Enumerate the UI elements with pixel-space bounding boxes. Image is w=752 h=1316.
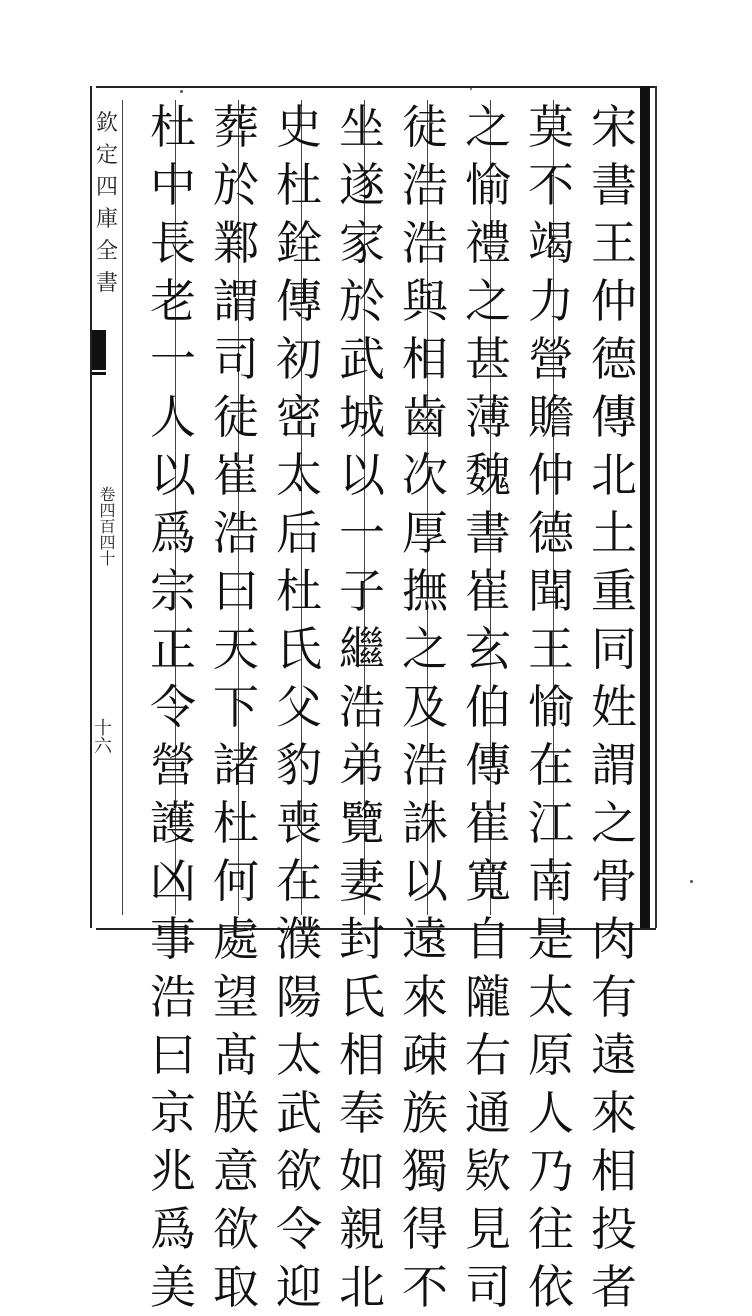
column-char: 之	[465, 100, 511, 154]
margin-glyph: 定	[96, 143, 119, 168]
column-char: 德	[591, 332, 637, 386]
column-char: 與	[402, 274, 448, 328]
column-char: 愉	[465, 158, 511, 212]
column-char: 妻	[339, 854, 385, 908]
column-char: 營	[150, 738, 196, 792]
text-column	[145, 98, 201, 1314]
column-char: 傳	[591, 390, 637, 444]
column-char: 在	[276, 854, 322, 908]
column-char: 正	[150, 622, 196, 676]
column-char: 浩	[213, 506, 259, 560]
margin-glyph: 全	[96, 239, 119, 264]
column-char: 浩	[402, 738, 448, 792]
column-char: 浩	[150, 970, 196, 1024]
column-char: 右	[465, 1028, 511, 1082]
column-char: 次	[402, 448, 448, 502]
column-char: 北	[591, 448, 637, 502]
column-char: 坐	[339, 100, 385, 154]
column-char: 濮	[276, 912, 322, 966]
column-char: 原	[528, 1028, 574, 1082]
column-char: 族	[402, 1086, 448, 1140]
column-char: 以	[402, 854, 448, 908]
text-column	[586, 98, 642, 1314]
column-char: 曰	[213, 564, 259, 618]
chapter-label: 卷四百四十	[97, 486, 116, 566]
column-char: 甚	[465, 332, 511, 386]
text-column	[271, 98, 327, 1314]
column-char: 諸	[213, 738, 259, 792]
column-char: 兆	[150, 1144, 196, 1198]
column-char: 后	[276, 506, 322, 560]
column-char: 曰	[150, 1028, 196, 1082]
column-char: 下	[213, 680, 259, 734]
column-char: 江	[528, 796, 574, 850]
column-char: 遂	[339, 158, 385, 212]
column-char: 杜	[276, 158, 322, 212]
column-char: 贍	[528, 390, 574, 444]
column-char: 親	[339, 1202, 385, 1256]
column-char: 重	[591, 564, 637, 618]
column-char: 太	[528, 970, 574, 1024]
column-char: 何	[213, 854, 259, 908]
column-char: 銓	[276, 216, 322, 270]
column-char: 杜	[276, 564, 322, 618]
column-char: 家	[339, 216, 385, 270]
column-char: 父	[276, 680, 322, 734]
column-char: 氏	[276, 622, 322, 676]
frame-left-border	[90, 86, 92, 928]
column-char: 一	[150, 332, 196, 386]
column-char: 聞	[528, 564, 574, 618]
column-char: 欲	[213, 1202, 259, 1256]
column-char: 弟	[339, 738, 385, 792]
column-char: 骨	[591, 854, 637, 908]
column-char: 天	[213, 622, 259, 676]
column-char: 爲	[150, 1202, 196, 1256]
column-char: 人	[528, 1086, 574, 1140]
column-char: 徒	[402, 100, 448, 154]
column-char: 武	[339, 332, 385, 386]
column-char: 陽	[276, 970, 322, 1024]
column-char: 人	[150, 390, 196, 444]
fishtail-mark	[92, 330, 106, 370]
column-char: 京	[150, 1086, 196, 1140]
column-char: 凶	[150, 854, 196, 908]
column-char: 豹	[276, 738, 322, 792]
column-char: 莫	[528, 100, 574, 154]
column-char: 土	[591, 506, 637, 560]
column-char: 浩	[402, 158, 448, 212]
column-char: 撫	[402, 564, 448, 618]
column-char: 以	[339, 448, 385, 502]
frame-right-inner-border	[655, 86, 657, 928]
column-char: 王	[591, 216, 637, 270]
column-char: 爲	[150, 506, 196, 560]
column-char: 不	[528, 158, 574, 212]
column-char: 之	[591, 796, 637, 850]
column-char: 欵	[465, 1144, 511, 1198]
column-char: 自	[465, 912, 511, 966]
column-char: 是	[528, 912, 574, 966]
margin-glyph: 書	[96, 271, 119, 296]
column-char: 得	[402, 1202, 448, 1256]
column-char: 欲	[276, 1144, 322, 1198]
column-char: 一	[339, 506, 385, 560]
margin-glyph: 四	[96, 175, 119, 200]
column-char: 誅	[402, 796, 448, 850]
column-char: 依	[528, 1260, 574, 1314]
column-char: 氏	[339, 970, 385, 1024]
ink-speck	[690, 880, 693, 883]
column-char: 不	[402, 1260, 448, 1314]
column-char: 薄	[465, 390, 511, 444]
column-char: 杜	[150, 100, 196, 154]
column-char: 竭	[528, 216, 574, 270]
column-char: 覽	[339, 796, 385, 850]
column-char: 有	[591, 970, 637, 1024]
column-char: 喪	[276, 796, 322, 850]
column-char: 子	[339, 564, 385, 618]
text-column	[208, 98, 264, 1314]
column-char: 宋	[591, 100, 637, 154]
column-char: 之	[465, 274, 511, 328]
column-char: 以	[150, 448, 196, 502]
column-char: 鄴	[213, 216, 259, 270]
column-char: 厚	[402, 506, 448, 560]
text-column	[523, 98, 579, 1314]
column-char: 繼	[339, 622, 385, 676]
column-char: 來	[402, 970, 448, 1024]
column-char: 玄	[465, 622, 511, 676]
column-char: 於	[213, 158, 259, 212]
column-char: 隴	[465, 970, 511, 1024]
column-char: 姓	[591, 680, 637, 734]
column-rule	[122, 100, 123, 915]
margin-title	[91, 96, 120, 936]
column-char: 老	[150, 274, 196, 328]
column-char: 投	[591, 1202, 637, 1256]
column-char: 之	[402, 622, 448, 676]
column-char: 南	[528, 854, 574, 908]
column-char: 齒	[402, 390, 448, 444]
column-char: 愉	[528, 680, 574, 734]
column-char: 城	[339, 390, 385, 444]
column-char: 司	[465, 1260, 511, 1314]
column-char: 伯	[465, 680, 511, 734]
column-char: 徒	[213, 390, 259, 444]
fishtail-line	[92, 372, 106, 375]
column-char: 德	[528, 506, 574, 560]
text-column	[334, 98, 390, 1314]
margin-glyph: 庫	[96, 207, 119, 232]
column-char: 初	[276, 332, 322, 386]
column-char: 營	[528, 332, 574, 386]
page-number: 十六	[91, 718, 112, 754]
column-char: 宗	[150, 564, 196, 618]
column-char: 髙	[213, 1028, 259, 1082]
column-char: 武	[276, 1086, 322, 1140]
margin-glyph: 欽	[96, 111, 119, 136]
column-char: 傳	[465, 738, 511, 792]
column-char: 相	[591, 1144, 637, 1198]
ink-speck	[470, 88, 472, 90]
column-char: 疎	[402, 1028, 448, 1082]
column-char: 中	[150, 158, 196, 212]
column-char: 迎	[276, 1260, 322, 1314]
column-char: 寬	[465, 854, 511, 908]
column-char: 遠	[402, 912, 448, 966]
column-char: 浩	[339, 680, 385, 734]
column-char: 崔	[465, 796, 511, 850]
column-char: 處	[213, 912, 259, 966]
column-char: 禮	[465, 216, 511, 270]
text-column	[460, 98, 516, 1314]
column-char: 往	[528, 1202, 574, 1256]
column-char: 在	[528, 738, 574, 792]
column-char: 魏	[465, 448, 511, 502]
column-char: 遠	[591, 1028, 637, 1082]
column-char: 杜	[213, 796, 259, 850]
column-char: 望	[213, 970, 259, 1024]
column-char: 北	[339, 1260, 385, 1314]
column-char: 及	[402, 680, 448, 734]
column-char: 同	[591, 622, 637, 676]
column-char: 封	[339, 912, 385, 966]
column-char: 崔	[213, 448, 259, 502]
column-char: 史	[276, 100, 322, 154]
column-char: 司	[213, 332, 259, 386]
column-char: 來	[591, 1086, 637, 1140]
column-char: 朕	[213, 1086, 259, 1140]
column-char: 通	[465, 1086, 511, 1140]
column-char: 謂	[591, 738, 637, 792]
column-char: 事	[150, 912, 196, 966]
column-char: 見	[465, 1202, 511, 1256]
column-char: 相	[339, 1028, 385, 1082]
column-char: 太	[276, 448, 322, 502]
column-char: 書	[591, 158, 637, 212]
text-column	[397, 98, 453, 1314]
column-char: 令	[150, 680, 196, 734]
column-char: 長	[150, 216, 196, 270]
column-char: 護	[150, 796, 196, 850]
column-char: 於	[339, 274, 385, 328]
column-char: 太	[276, 1028, 322, 1082]
column-char: 美	[150, 1260, 196, 1314]
column-char: 葬	[213, 100, 259, 154]
column-char: 王	[528, 622, 574, 676]
column-char: 密	[276, 390, 322, 444]
column-char: 書	[465, 506, 511, 560]
column-char: 者	[591, 1260, 637, 1314]
column-char: 意	[213, 1144, 259, 1198]
column-char: 如	[339, 1144, 385, 1198]
column-char: 仲	[528, 448, 574, 502]
column-char: 謂	[213, 274, 259, 328]
column-char: 獨	[402, 1144, 448, 1198]
column-char: 力	[528, 274, 574, 328]
column-char: 令	[276, 1202, 322, 1256]
column-char: 相	[402, 332, 448, 386]
column-char: 乃	[528, 1144, 574, 1198]
ink-speck	[180, 90, 183, 93]
column-char: 傳	[276, 274, 322, 328]
column-char: 崔	[465, 564, 511, 618]
column-char: 肉	[591, 912, 637, 966]
column-char: 取	[213, 1260, 259, 1314]
column-char: 奉	[339, 1086, 385, 1140]
column-char: 浩	[402, 216, 448, 270]
column-char: 仲	[591, 274, 637, 328]
